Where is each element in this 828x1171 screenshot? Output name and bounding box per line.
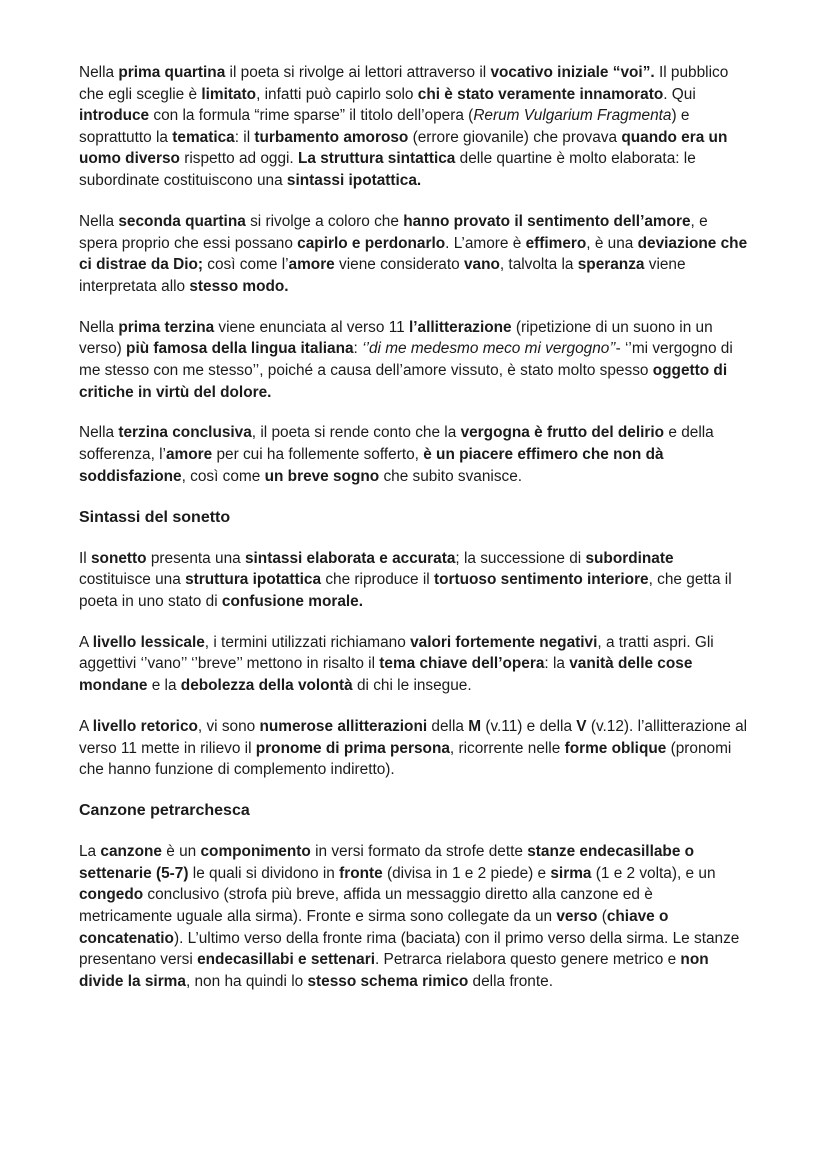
text-run: viene considerato — [334, 256, 464, 274]
body-paragraph — [79, 548, 749, 613]
bold-text: pronome di prima persona — [255, 739, 450, 757]
bold-text: limitato — [201, 85, 257, 103]
bold-text: canzone — [100, 843, 162, 861]
body-paragraph — [79, 716, 749, 781]
text-run: della — [427, 717, 469, 735]
bold-text: speranza — [577, 256, 645, 274]
text-run: ). L’ultimo verso della fronte rima (baciata) con il primo verso della sirma. Le stanze presentano versi — [79, 929, 740, 969]
text-run: costituisce una — [79, 571, 186, 589]
text-run: Nella — [79, 318, 119, 336]
text-run: , è una — [586, 234, 638, 252]
bold-text: stanze endecasillabe o settenarie (5-7) — [79, 843, 695, 882]
bold-text: M — [468, 717, 482, 735]
text-run: (pronomi che hanno funzione di complemento indiretto). — [79, 739, 732, 779]
bold-text: tortuoso sentimento interiore — [433, 571, 649, 589]
text-run: viene enunciata al verso 11 — [214, 318, 409, 336]
bold-text: vocativo iniziale “voi”. — [490, 64, 655, 81]
bold-text: confusione morale. — [221, 592, 364, 610]
text-run: , così come — [181, 467, 265, 485]
bold-text: sonetto — [90, 549, 147, 567]
text-run: rispetto ad oggi. — [179, 150, 298, 168]
bold-text: fronte — [339, 864, 383, 882]
section-heading — [79, 507, 749, 529]
bold-text: sintassi ipotattica. — [286, 171, 422, 189]
bold-text: numerose allitterazioni — [259, 717, 428, 735]
bold-text: La struttura sintattica — [298, 150, 456, 168]
body-paragraph — [79, 632, 749, 697]
bold-text: l’allitterazione — [408, 318, 512, 336]
bold-text: chi è stato veramente innamorato — [417, 85, 664, 103]
text-run: che subito svanisce. — [379, 467, 523, 485]
bold-text: V — [576, 717, 587, 735]
text-run: di chi le insegue. — [352, 677, 472, 694]
bold-text: forme oblique — [564, 739, 667, 757]
text-run: ( — [597, 907, 607, 925]
bold-text: hanno provato il sentimento dell’amore — [403, 212, 691, 230]
text-run: , e spera proprio che essi possano — [79, 212, 708, 252]
text-run: , i termini utilizzati richiamano — [204, 633, 411, 651]
text-run: - ‘’mi vergogno di me stesso con me stesso’’, poiché a causa dell’amore vissuto, è stato molto spesso — [79, 340, 733, 379]
text-run: conclusivo (strofa più breve, affida un messaggio diretto alla canzone ed è metricamente uguale alla sirma). Fronte e sirma sono collegate da un — [79, 886, 653, 925]
bold-text: amore — [165, 446, 213, 464]
body-paragraph — [79, 422, 749, 487]
bold-text: capirlo e perdonarlo — [297, 234, 446, 252]
bold-text: livello lessicale — [92, 633, 205, 651]
bold-text: struttura ipotattica — [185, 571, 322, 589]
text-run: . Petrarca rielabora questo genere metrico e — [375, 951, 681, 969]
bold-text: deviazione che ci distrae da Dio; — [79, 234, 748, 274]
text-run: , a tratti aspri. Gli aggettivi ‘’vano’’ ‘’breve’’ mettono in risalto il — [79, 633, 714, 673]
text-run: (ripetizione di un suono in un verso) — [79, 318, 713, 358]
text-run: (v.12). l’allitterazione al verso 11 mette in rilievo il — [79, 717, 748, 757]
text-run: e la — [147, 677, 181, 694]
text-run: si rivolge a coloro che — [245, 212, 404, 230]
document-page — [79, 62, 749, 1012]
text-run: (errore giovanile) che provava — [408, 128, 622, 146]
bold-text: vergogna è frutto del delirio — [460, 424, 665, 442]
bold-text: prima quartina — [118, 64, 226, 81]
text-run: , talvolta la — [499, 256, 578, 274]
bold-text: endecasillabi e settenari — [197, 951, 375, 969]
text-run: Nella — [79, 212, 119, 230]
text-run: per cui ha follemente sofferto, — [212, 446, 424, 464]
text-run: così come l’ — [203, 256, 289, 274]
bold-text: subordinate — [585, 549, 674, 567]
text-run: , non ha quindi lo — [185, 972, 308, 990]
bold-text: introduce — [79, 107, 150, 125]
bold-text: componimento — [200, 843, 311, 861]
bold-text: stesso schema rimico — [307, 972, 469, 990]
bold-text: sintassi elaborata e accurata — [244, 549, 456, 567]
text-run: (v.11) e della — [481, 717, 577, 735]
bold-text: tema chiave dell’opera — [379, 655, 545, 673]
text-run: Il pubblico che egli sceglie è — [79, 64, 729, 103]
italic-text: Rerum Vulgarium Fragmenta — [473, 107, 672, 125]
bold-text: verso — [556, 907, 598, 925]
text-run: delle quartine è molto elaborata: le subordinate costituiscono una — [79, 150, 696, 189]
bold-text: seconda quartina — [118, 212, 246, 230]
text-run: A — [79, 633, 93, 651]
text-run: con la formula “rime sparse” il titolo dell’opera ( — [149, 107, 474, 125]
section-heading — [79, 800, 749, 822]
text-run: , infatti può capirlo solo — [256, 85, 418, 103]
body-paragraph — [79, 841, 749, 992]
bold-text: prima terzina — [118, 318, 215, 336]
text-run: Nella — [79, 424, 119, 442]
bold-text: stesso modo. — [189, 277, 289, 295]
text-run: le quali si dividono in — [188, 864, 340, 882]
text-run: . L’amore è — [445, 234, 526, 252]
bold-text: più famosa della lingua italiana — [126, 340, 354, 358]
bold-text: effimero — [525, 234, 587, 252]
text-run: . Qui — [663, 85, 696, 103]
text-run: Sintassi del sonetto — [79, 508, 231, 526]
text-run: il poeta si rivolge ai lettori attraverso il — [225, 64, 491, 81]
bold-text: congedo — [79, 886, 144, 904]
bold-text: quando era un uomo diverso — [79, 128, 728, 168]
bold-text: oggetto di critiche in virtù del dolore. — [79, 361, 728, 401]
text-run: , vi sono — [197, 717, 260, 735]
bold-text: un breve sogno — [264, 467, 380, 485]
text-run: che riproduce il — [321, 571, 434, 589]
text-run: ) e soprattutto la — [79, 107, 690, 146]
bold-text: debolezza della volontà — [180, 677, 353, 694]
text-run: , il poeta si rende conto che la — [251, 424, 461, 442]
bold-text: amore — [288, 256, 335, 274]
text-run: ; la successione di — [455, 549, 586, 567]
text-run: , ricorrente nelle — [449, 739, 565, 757]
text-run: è un — [161, 843, 201, 861]
bold-text: sirma — [550, 864, 592, 882]
text-run: A — [79, 717, 93, 735]
text-run: : — [353, 340, 363, 358]
bold-text: chiave o concatenatio — [79, 907, 669, 947]
text-run: Canzone petrarchesca — [79, 802, 250, 820]
bold-text: vano — [463, 256, 500, 274]
bold-text: valori fortemente negativi — [410, 633, 598, 651]
text-run: della fronte. — [468, 972, 553, 990]
text-run: Il — [79, 549, 91, 567]
text-run: e della sofferenza, l’ — [79, 424, 714, 464]
bold-text: livello retorico — [92, 717, 198, 735]
body-paragraph — [79, 317, 749, 403]
body-paragraph — [79, 62, 749, 192]
italic-text: ‘’di me medesmo meco mi vergogno’’ — [362, 340, 616, 358]
text-run: La — [79, 843, 101, 861]
text-run: (1 e 2 volta), e un — [591, 864, 716, 882]
text-run: presenta una — [146, 549, 245, 567]
bold-text: è un piacere effimero che non dà soddisfazione — [79, 446, 664, 485]
bold-text: terzina conclusiva — [118, 424, 252, 442]
text-run: viene interpretata allo — [79, 256, 686, 295]
text-run: , che getta il poeta in uno stato di — [79, 571, 732, 610]
body-paragraph — [79, 211, 749, 297]
bold-text: vanità delle cose mondane — [79, 655, 693, 694]
text-run: (divisa in 1 e 2 piede) e — [382, 864, 551, 882]
bold-text: non divide la sirma — [79, 951, 709, 990]
text-run: : la — [544, 655, 570, 673]
bold-text: tematica — [172, 128, 235, 146]
text-run: in versi formato da strofe dette — [310, 843, 528, 861]
text-run: : il — [234, 128, 255, 146]
text-run: Nella — [79, 64, 119, 81]
bold-text: turbamento amoroso — [254, 128, 409, 146]
